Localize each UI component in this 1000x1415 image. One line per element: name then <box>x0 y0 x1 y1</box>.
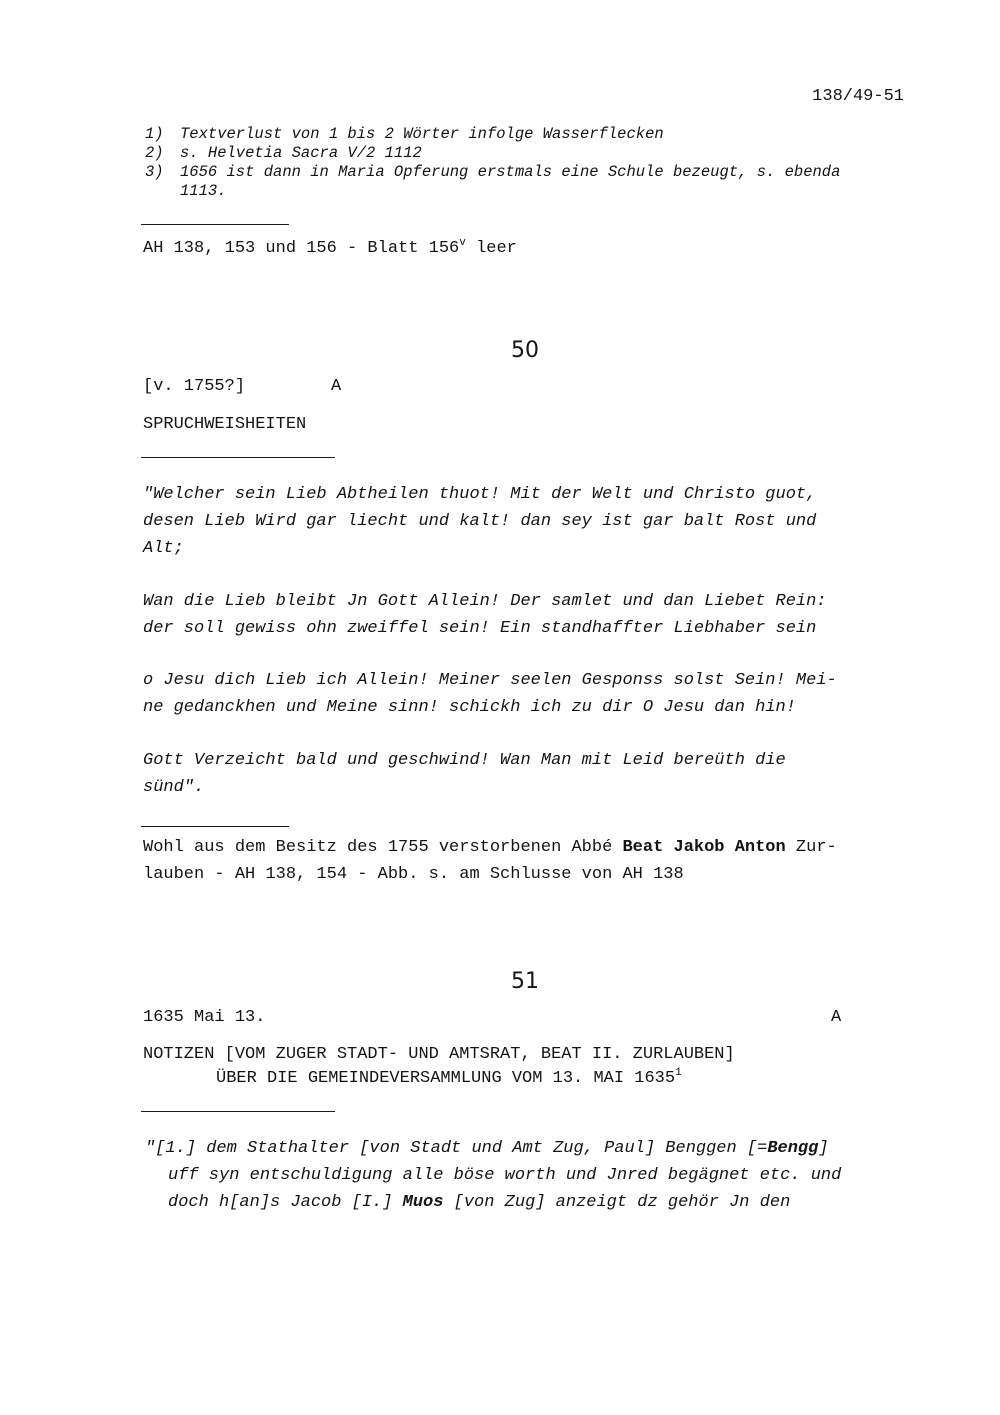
quote-line: ne gedanckhen und Meine sinn! schickh ich zu dir O Jesu dan hin! <box>143 698 796 717</box>
document-type: A <box>831 1008 842 1027</box>
divider <box>141 826 289 827</box>
source-note-50 <box>143 838 837 857</box>
quote-line: Alt; <box>143 539 184 558</box>
footnote-text: Textverlust von 1 bis 2 Wörter infolge Wasserflecken <box>180 125 664 143</box>
source-note-text: AH 138, 153 und 156 - Blatt 156 <box>143 239 460 258</box>
quote-line: der soll gewiss ohn zweiffel sein! Ein standhaffter Liebhaber sein <box>143 619 817 638</box>
quote-line <box>145 1135 829 1162</box>
document-title: SPRUCHWEISHEITEN <box>143 415 307 434</box>
quote-line: o Jesu dich Lieb ich Allein! Meiner seelen Gesponss solst Sein! Mei- <box>143 671 837 690</box>
quote-line <box>168 1189 790 1216</box>
quote-text-end: ] <box>818 1139 829 1158</box>
quote-line: Gott Verzeicht bald und geschwind! Wan Man mit Leid bereüth die <box>143 751 786 770</box>
document-title-text: ÜBER DIE GEMEINDEVERSAMMLUNG VOM 13. MAI 1635 <box>216 1069 676 1088</box>
footnote-text-continuation: 1113. <box>180 182 227 200</box>
quote-line: sünd". <box>143 778 205 797</box>
divider <box>141 224 289 225</box>
quote-line: "Welcher sein Lieb Abtheilen thuot! Mit der Welt und Christo guot, <box>143 485 817 504</box>
source-note-text: Wohl aus dem Besitz des 1755 verstorbenen Abbé <box>143 838 623 857</box>
footnote-number: 1) <box>145 125 164 143</box>
verso-superscript: v <box>459 237 466 249</box>
source-note-text-end: leer <box>465 239 517 258</box>
document-title: NOTIZEN [VOM ZUGER STADT- UND AMTSRAT, BEAT II. ZURLAUBEN] <box>143 1045 735 1064</box>
footnote-ref: 1 <box>675 1067 682 1079</box>
footnote-number: 3) <box>145 163 164 181</box>
person-name: Beat Jakob Anton <box>622 838 786 857</box>
source-note-50-line2: lauben - AH 138, 154 - Abb. s. am Schlusse von AH 138 <box>143 865 684 884</box>
document-title-line2 <box>216 1069 682 1088</box>
document-date: [v. 1755?] <box>143 377 246 396</box>
footnote-text: s. Helvetia Sacra V/2 1112 <box>180 144 422 162</box>
person-name: Muos <box>402 1193 444 1212</box>
page-reference: 138/49-51 <box>812 87 904 106</box>
document-date: 1635 Mai 13. <box>143 1008 266 1027</box>
person-name: Bengg <box>767 1139 819 1158</box>
quote-text: "[1.] dem Stathalter [von Stadt und Amt Zug, Paul] Benggen [= <box>145 1139 768 1158</box>
quote-line: uff syn entschuldigung alle böse worth und Jnred begägnet etc. und <box>168 1166 842 1185</box>
footnote-text: 1656 ist dann in Maria Opferung erstmals eine Schule bezeugt, s. ebenda <box>180 163 841 181</box>
quote-line: desen Lieb Wird gar liecht und kalt! dan sey ist gar balt Rost und <box>143 512 817 531</box>
source-note-text-end: Zur- <box>785 838 837 857</box>
document-type: A <box>331 377 342 396</box>
document-number: 51 <box>511 969 539 994</box>
source-note-49 <box>143 239 517 258</box>
document-number: 50 <box>511 338 539 363</box>
quote-line: Wan die Lieb bleibt Jn Gott Allein! Der samlet und dan Liebet Rein: <box>143 592 827 611</box>
quote-text: doch h[an]s Jacob [I.] <box>168 1193 403 1212</box>
divider <box>141 457 335 458</box>
divider <box>141 1111 335 1112</box>
footnote-number: 2) <box>145 144 164 162</box>
quote-text-end: [von Zug] anzeigt dz gehör Jn den <box>443 1193 791 1212</box>
